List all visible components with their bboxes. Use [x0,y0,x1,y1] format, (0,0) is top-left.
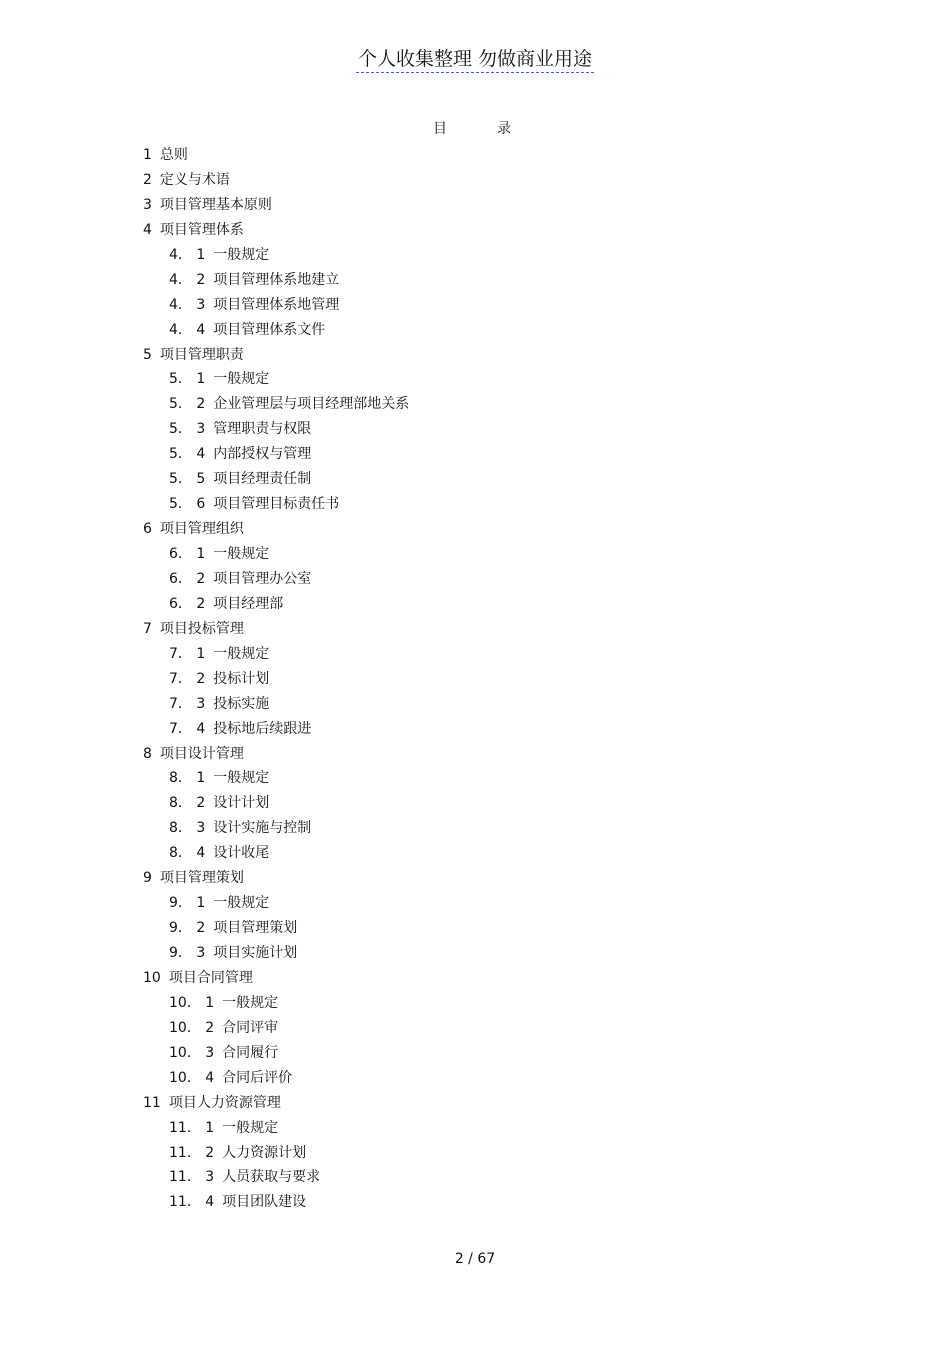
toc-section[interactable] [143,193,843,218]
toc-number: 11． 1 [169,1119,215,1136]
toc-subsection[interactable] [143,1041,843,1066]
toc-subsection[interactable] [143,916,843,941]
toc-subsection[interactable] [143,268,843,293]
toc-section[interactable] [143,1091,843,1116]
toc-number: 11． 3 [169,1169,215,1186]
toc-label: 设计计划 [213,795,270,812]
toc-number: 4． 3 [169,296,206,313]
toc-number: 11 [143,1094,161,1111]
toc-section[interactable] [143,517,843,542]
toc-number: 4． 2 [169,271,206,288]
toc-number: 7． 4 [169,720,206,737]
toc-label: 项目管理体系地建立 [213,271,340,288]
toc-number: 7 [143,620,152,637]
page-number: 2 / 67 [454,1251,496,1267]
toc-number: 1 [143,147,152,163]
toc-label: 项目管理策划 [159,870,244,887]
toc-label: 项目设计管理 [159,745,244,762]
toc-number: 6 [143,521,152,538]
toc-label: 一般规定 [213,895,270,912]
toc-label: 一般规定 [213,645,270,662]
toc-label: 人员获取与要求 [222,1169,321,1186]
toc-number: 10 [143,969,161,986]
toc-subsection[interactable] [143,592,843,617]
toc-number: 9． 1 [169,895,206,912]
toc-number: 11． 2 [169,1144,215,1161]
toc-label: 人力资源计划 [222,1144,307,1161]
toc-number: 5． 2 [169,396,206,413]
toc-subsection[interactable] [143,766,843,791]
toc-number: 5． 4 [169,446,206,463]
toc-subsection[interactable] [143,1141,843,1166]
toc-label: 投标实施 [213,695,270,712]
toc-label: 项目管理职责 [159,346,244,363]
toc-label: 项目合同管理 [168,969,253,986]
toc-label: 一般规定 [222,1119,279,1136]
toc-subsection[interactable] [143,642,843,667]
toc-label: 项目团队建设 [222,1194,307,1211]
toc-subsection[interactable] [143,717,843,742]
toc-number: 7． 3 [169,695,206,712]
toc-subsection[interactable] [143,1190,843,1215]
toc-number: 5． 1 [169,371,206,388]
toc-number: 7． 1 [169,645,206,662]
table-of-contents [143,143,843,1215]
toc-label: 设计实施与控制 [213,820,312,837]
toc-label: 定义与术语 [159,171,230,188]
toc-subsection[interactable] [143,841,843,866]
toc-subsection[interactable] [143,1016,843,1041]
toc-number: 7． 2 [169,670,206,687]
toc-subsection[interactable] [143,318,843,343]
toc-subsection[interactable] [143,1066,843,1091]
toc-number: 5． 5 [169,471,206,488]
toc-subsection[interactable] [143,1116,843,1141]
toc-subsection[interactable] [143,417,843,442]
toc-subsection[interactable] [143,1165,843,1190]
toc-label: 项目管理基本原则 [159,196,272,213]
toc-number: 10． 2 [169,1019,215,1036]
toc-label: 项目经理责任制 [213,471,312,488]
toc-number: 8． 4 [169,845,206,862]
toc-label: 一般规定 [213,371,270,388]
toc-label: 项目管理组织 [159,521,244,538]
toc-subsection[interactable] [143,367,843,392]
toc-label: 项目投标管理 [159,620,244,637]
toc-label: 投标计划 [213,670,270,687]
toc-label: 项目管理体系文件 [213,321,326,338]
toc-subsection[interactable] [143,467,843,492]
page-header [0,46,950,73]
toc-section[interactable] [143,617,843,642]
toc-number: 6． 2 [169,595,206,612]
toc-label: 投标地后续跟进 [213,720,312,737]
toc-subsection[interactable] [143,492,843,517]
toc-section[interactable] [143,218,843,243]
toc-label: 管理职责与权限 [213,421,312,438]
toc-subsection[interactable] [143,791,843,816]
toc-number: 6． 2 [169,570,206,587]
toc-subsection[interactable] [143,816,843,841]
toc-label: 合同后评价 [222,1069,293,1086]
toc-subsection[interactable] [143,667,843,692]
toc-label: 项目管理体系地管理 [213,296,340,313]
toc-label: 项目人力资源管理 [168,1094,281,1111]
toc-number: 4 [143,221,152,238]
toc-subsection[interactable] [143,542,843,567]
toc-number: 9． 3 [169,945,206,961]
toc-number: 5． 3 [169,421,206,438]
toc-label: 项目实施计划 [213,945,298,961]
toc-subsection[interactable] [143,891,843,916]
toc-section[interactable] [143,168,843,193]
header-text: 个人收集整理 勿做商业用途 [356,46,594,73]
toc-number: 8． 2 [169,795,206,812]
toc-label: 一般规定 [213,546,270,562]
toc-number: 10． 3 [169,1044,215,1061]
toc-title-right: 录 [497,121,511,137]
toc-number: 10． 4 [169,1069,215,1086]
toc-label: 项目管理办公室 [213,570,312,587]
toc-subsection[interactable] [143,567,843,592]
toc-label: 企业管理层与项目经理部地关系 [213,396,410,413]
toc-label: 总则 [159,147,188,163]
toc-subsection[interactable] [143,991,843,1016]
toc-number: 3 [143,196,152,213]
toc-subsection[interactable] [143,293,843,318]
toc-label: 设计收尾 [213,845,270,862]
toc-label: 一般规定 [222,994,279,1011]
toc-label: 合同履行 [222,1044,279,1061]
toc-number: 9． 2 [169,920,206,937]
toc-section[interactable] [143,343,843,368]
toc-subsection[interactable] [143,442,843,467]
toc-subsection[interactable] [143,243,843,268]
toc-number: 6． 1 [169,546,206,562]
toc-number: 10． 1 [169,994,215,1011]
toc-number: 5． 6 [169,496,206,513]
toc-label: 项目管理策划 [213,920,298,937]
toc-label: 项目管理目标责任书 [213,496,340,513]
toc-title-left: 目 [433,121,447,137]
toc-section[interactable] [143,742,843,767]
toc-number: 4． 4 [169,321,206,338]
toc-subsection[interactable] [143,941,843,966]
toc-subsection[interactable] [143,392,843,417]
toc-number: 8 [143,745,152,762]
toc-number: 4． 1 [169,246,206,263]
toc-section[interactable] [143,866,843,891]
toc-number: 9 [143,870,152,887]
toc-title [433,118,511,138]
toc-section[interactable] [143,966,843,991]
toc-number: 2 [143,171,152,188]
toc-number: 8． 1 [169,770,206,787]
toc-label: 合同评审 [222,1019,279,1036]
toc-number: 8． 3 [169,820,206,837]
toc-label: 内部授权与管理 [213,446,312,463]
toc-label: 一般规定 [213,770,270,787]
toc-subsection[interactable] [143,692,843,717]
toc-label: 项目管理体系 [159,221,244,238]
toc-label: 项目经理部 [213,595,284,612]
toc-label: 一般规定 [213,246,270,263]
toc-section[interactable] [143,143,843,168]
toc-number: 11． 4 [169,1194,215,1211]
toc-number: 5 [143,346,152,363]
